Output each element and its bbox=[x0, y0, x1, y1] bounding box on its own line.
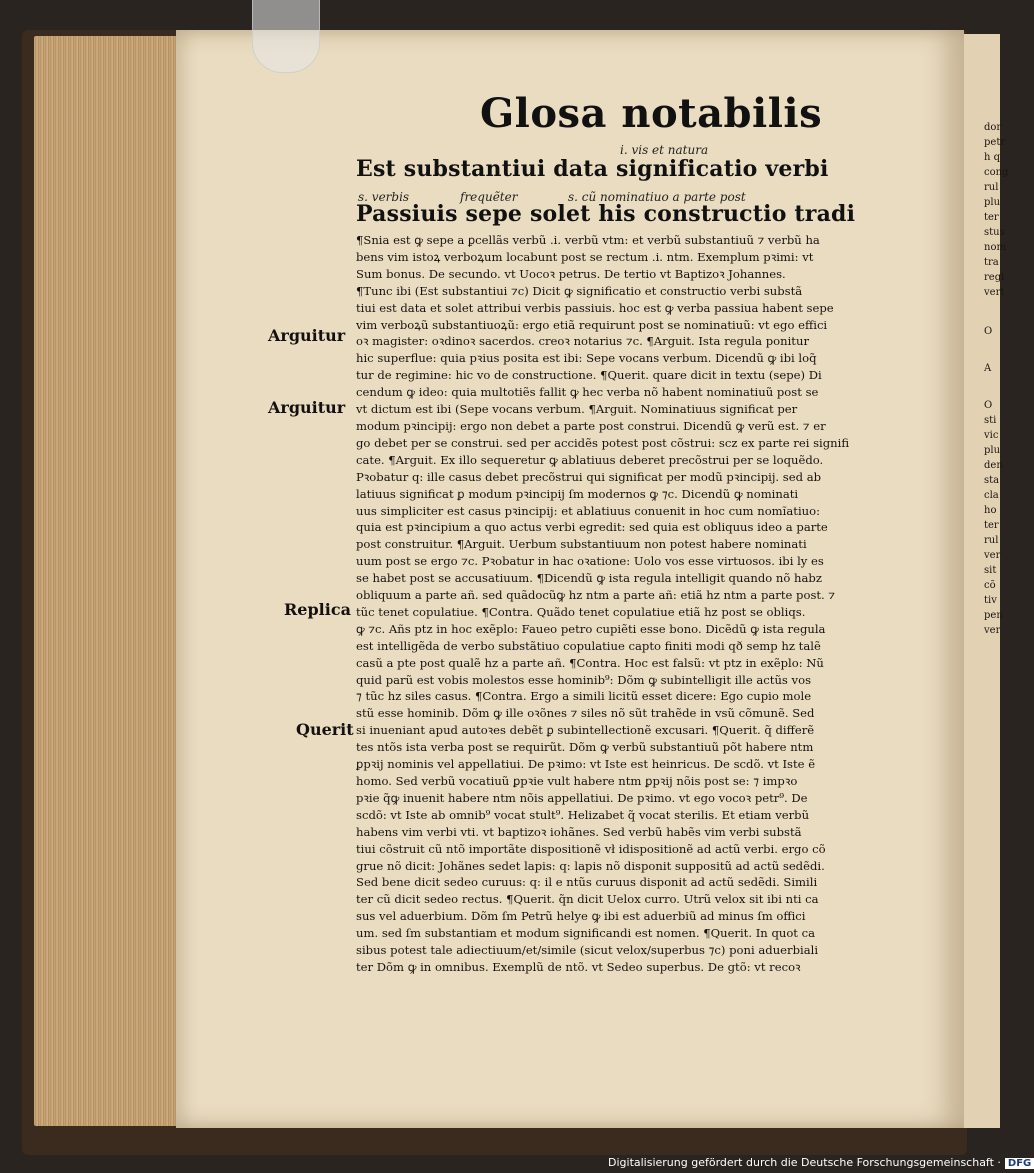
facing-page-fragment: plu bbox=[984, 445, 1001, 456]
text-line: sibus potest tale adiectiuum/et/simile (sicut velox/superbus ⁊c) poni aduerbiali bbox=[356, 943, 819, 958]
text-line: se habet post se accusatiuum. ¶Dicendũ ꝙ ista regula intelligit quando nõ habz bbox=[356, 571, 822, 586]
text-line: oꝛ magister: oꝛdinoꝛ sacerdos. creoꝛ notarius ⁊c. ¶Arguit. Ista regula ponitur bbox=[356, 334, 809, 349]
facing-page-fragment: sta bbox=[984, 475, 1000, 486]
margin-note: Querit bbox=[296, 720, 354, 739]
facing-page-fragment: A bbox=[984, 363, 992, 374]
text-line: vt dictum est ibi (Sepe vocans verbum. ¶Arguit. Nominatiuus significat per bbox=[356, 402, 798, 417]
text-line: tũc tenet copulatiue. ¶Contra. Quãdo tenet copulatiue etiã hz post se obliqs. bbox=[356, 604, 806, 619]
facing-page-fragment: sit bbox=[984, 565, 997, 576]
dfg-logo: DFG bbox=[1005, 1158, 1034, 1169]
facing-page-fragment: O bbox=[984, 326, 993, 337]
text-line: cate. ¶Arguit. Ex illo sequeretur ꝙ ablatiuus deberet precõstrui per se loquẽdo. bbox=[356, 452, 824, 467]
facing-page-fragment: vic bbox=[984, 430, 999, 441]
text-line: quid parũ est vobis molestos esse hominib⁹: Dõm ꝙ subintelligit ille actũs vos bbox=[356, 672, 812, 687]
text-line: grue nõ dicit: Johãnes sedet lapis: q: lapis nõ disponit suppositũ ad actũ sedẽdi. bbox=[356, 858, 825, 873]
verse-line: Est substantiui data significatio verbi bbox=[356, 156, 829, 182]
facing-page-fragment: tiv bbox=[984, 595, 997, 606]
facing-page-fragment: O bbox=[984, 400, 993, 411]
interlinear-gloss: s. verbis bbox=[358, 190, 410, 204]
text-line: tes ntõs ista verba post se requirũt. Dõm ꝙ verbũ substantiuũ põt habere ntm bbox=[356, 740, 814, 755]
page-title: Glosa notabilis bbox=[480, 90, 823, 137]
footer-credit bbox=[608, 1156, 1034, 1169]
commentary-text bbox=[356, 232, 892, 976]
text-line: ¶Snia est ꝙ sepe a ꝑcellãs verbũ .i. verbũ vtm: et verbũ substantiuũ ⁊ verbũ ha bbox=[356, 233, 820, 247]
text-line: si inueniant apud autoꝛes debẽt ꝑ subintellectionẽ excusari. ¶Querit. q̃ differẽ bbox=[356, 723, 815, 738]
facing-page-fragment: vert bbox=[984, 287, 1005, 298]
text-line: tur de regimine: hic vo de constructione. ¶Querit. quare dicit in textu (sepe) Di bbox=[356, 368, 822, 383]
facing-page-fragment: stus bbox=[984, 227, 1005, 238]
facing-page-fragment: plu bbox=[984, 197, 1001, 208]
text-line: hic superflue: quia pꝛius posita est ibi: Sepe vocans verbum. Dicendũ ꝙ ibi loq̃ bbox=[356, 351, 817, 366]
text-line: scdõ: vt Iste ab omnib⁹ vocat stult⁹. Helizabet q̃ vocat sterilis. Et etiam verbũ bbox=[356, 807, 810, 822]
facing-page-fragment: petr bbox=[984, 137, 1006, 148]
facing-page bbox=[964, 34, 1009, 1128]
margin-note: Replica bbox=[284, 600, 351, 619]
text-line: ꝑpꝛij nominis vel appellatiui. De pꝛimo: vt Iste est heinricus. De scdõ. vt Iste ẽ bbox=[356, 757, 816, 772]
margin-note: Arguitur bbox=[268, 398, 346, 417]
text-line: cendum ꝙ ideo: quia multotiẽs fallit ꝙ hec verba nõ habent nominatiuũ post se bbox=[356, 385, 819, 400]
text-line: tiui est data et solet attribui verbis passiuis. hoc est ꝙ verba passiua habent sepe bbox=[356, 300, 834, 315]
text-line: ter cũ dicit sedeo rectus. ¶Querit. q̃n dicit Uelox curro. Utrũ velox sit ibi nti ca bbox=[356, 892, 819, 907]
text-line: ꝙ ⁊c. Añs ptz in hoc exẽplo: Faueo petro cupiẽti esse bono. Dicẽdũ ꝙ ista regula bbox=[356, 621, 826, 636]
facing-page-fragment: den bbox=[984, 460, 1003, 471]
text-line: um. sed ſm substantiam et modum significandi est nomen. ¶Querit. In quot ca bbox=[356, 926, 816, 941]
text-line: est intelligẽda de verbo substãtiuo copulatiue capto finiti modi qð semp hz talẽ bbox=[356, 638, 821, 653]
facing-page-fragment: ver bbox=[984, 550, 1001, 561]
facing-page-fragment: ho bbox=[984, 505, 997, 516]
text-line: Sed bene dicit sedeo curuus: q: il e ntũs curuus disponit ad actũ sedẽdi. Simili bbox=[356, 875, 818, 890]
text-line: pꝛie q̃ꝙ inuenit habere ntm nõis appellatiui. De pꝛimo. vt ego vocoꝛ petr⁹. De bbox=[356, 790, 808, 805]
text-line: Pꝛobatur q: ille casus debet precõstrui qui significat per modũ pꝛincipij. sed ab bbox=[356, 469, 822, 484]
facing-page-fragment: cla bbox=[984, 490, 999, 501]
facing-page-fragment: ter bbox=[984, 520, 999, 531]
margin-note: Arguitur bbox=[268, 326, 346, 345]
text-line: latiuus significat ꝑ modum pꝛincipij ſm modernos ꝙ ⁊c. Dicendũ ꝙ nominati bbox=[356, 486, 799, 501]
text-line: post construitur. ¶Arguit. Uerbum substantiuum non potest habere nominati bbox=[356, 537, 807, 552]
text-line: sus vel aduerbium. Dõm ſm Petrũ helye ꝙ ibi est aduerbiũ ad minus ſm offici bbox=[356, 909, 806, 924]
facing-page-fragment: regi bbox=[984, 272, 1005, 283]
facing-page-fragment: sti bbox=[984, 415, 997, 426]
facing-page-fragment: cõ bbox=[984, 580, 996, 591]
text-line: modum pꝛincipij: ergo non debet a parte post construi. Dicendũ ꝙ verũ est. ⁊ er bbox=[356, 418, 826, 433]
text-line: ter Dõm ꝙ in omnibus. Exemplũ de ntõ. vt Sedeo superbus. De gtõ: vt recoꝛ bbox=[356, 959, 801, 974]
interlinear-gloss: i. vis et natura bbox=[620, 143, 709, 157]
facing-page-fragment: h q bbox=[984, 152, 1001, 163]
interlinear-gloss: frequẽter bbox=[460, 190, 518, 204]
text-line: stũ esse hominib. Dõm ꝙ ille oꝛõnes ⁊ siles nõ sũt trahẽde in vsũ cõmunẽ. Sed bbox=[356, 706, 815, 721]
text-line: obliquum a parte añ. sed quãdocũꝙ hz ntm a parte añ: etiã hz ntm a parte post. ⁊ bbox=[356, 588, 836, 603]
text-line: ¶Tunc ibi (Est substantiui ⁊c) Dicit ꝙ significatio et constructio verbi substã bbox=[356, 283, 803, 298]
facing-page-fragment: cong bbox=[984, 167, 1009, 178]
page-edges bbox=[34, 36, 184, 1126]
facing-page-fragment: rul bbox=[984, 535, 999, 546]
facing-page-fragment: nom bbox=[984, 242, 1006, 253]
facing-page-fragment: rul bbox=[984, 182, 999, 193]
text-line: ⁊ tũc hz siles casus. ¶Contra. Ergo a simili licitũ esset dicere: Ego cupio mole bbox=[356, 689, 812, 704]
text-line: bens vim istoꝝ verboꝝum locabunt post se rectum .i. ntm. Exemplum pꝛimi: vt bbox=[356, 249, 814, 264]
facing-page-fragment: dor bbox=[984, 122, 1002, 133]
verse-line: Passiuis sepe solet his constructio tradi bbox=[356, 201, 856, 227]
footer-text: Digitalisierung gefördert durch die Deutsche Forschungsgemeinschaft · bbox=[608, 1156, 1001, 1169]
text-line: Sum bonus. De secundo. vt Uocoꝛ petrus. De tertio vt Baptizoꝛ Johannes. bbox=[356, 266, 786, 281]
text-line: casũ a pte post qualẽ hz a parte añ. ¶Contra. Hoc est falsũ: vt ptz in exẽplo: Nũ bbox=[356, 655, 824, 670]
interlinear-gloss: s. cũ nominatiuo a parte post bbox=[568, 190, 746, 204]
text-line: uum post se ergo ⁊c. Pꝛobatur in hac oꝛatione: Uolo vos esse virtuosos. ibi ly es bbox=[356, 554, 824, 569]
facing-page-fragment: ter bbox=[984, 212, 999, 223]
facing-page-fragment: tra bbox=[984, 257, 999, 268]
text-line: go debet per se construi. sed per accidẽs potest post cõstrui: scz ex parte rei signifi bbox=[356, 435, 850, 450]
text-line: uus simpliciter est casus pꝛincipij: et ablatiuus conuenit in hoc cum nomĩatiuo: bbox=[356, 503, 821, 518]
text-line: quia est pꝛincipium a quo actus verbi egredit: sed quia est obliquus ideo a parte bbox=[356, 520, 828, 535]
page-clip bbox=[252, 0, 320, 73]
text-line: homo. Sed verbũ vocatiuũ ꝑpꝛie vult habere ntm ꝑpꝛij nõis post se: ⁊ impꝛo bbox=[356, 774, 798, 788]
text-line: tiui cõstruit cũ ntõ importãte dispositionẽ vł idispositionẽ ad actũ verbi. ergo cõ bbox=[356, 841, 826, 856]
facing-page-fragment: pen bbox=[984, 610, 1003, 621]
text-line: vim verboꝝũ substantiuoꝝũ: ergo etiã requirunt post se nominatiuũ: vt ego effici bbox=[356, 317, 828, 332]
text-line: habens vim verbi vti. vt baptizoꝛ iohãnes. Sed verbũ habẽs vim verbi substã bbox=[356, 824, 802, 839]
facing-page-fragment: ver bbox=[984, 625, 1001, 636]
